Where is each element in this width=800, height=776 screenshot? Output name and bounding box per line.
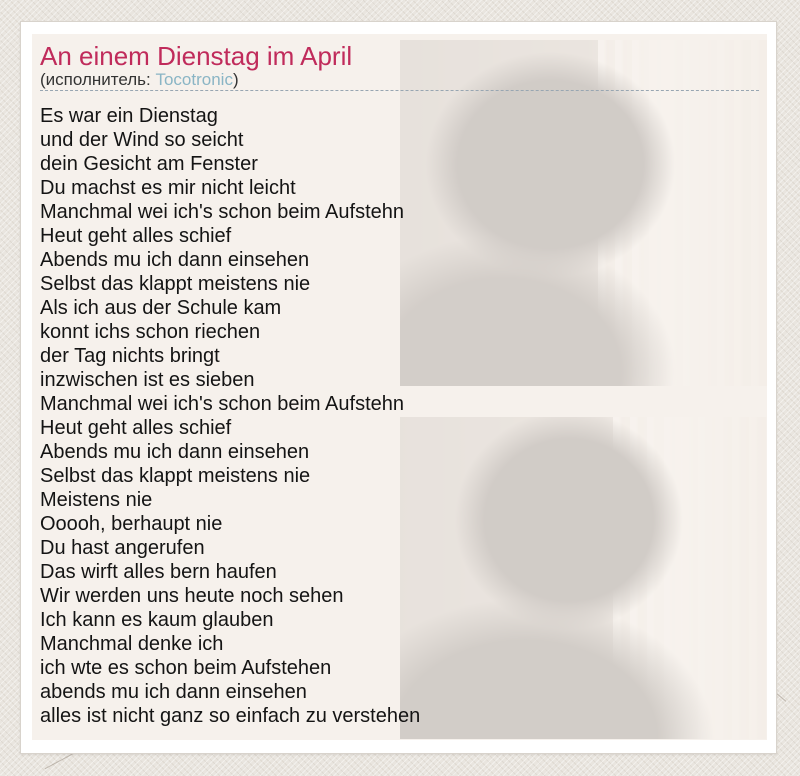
lyric-line: Abends mu ich dann einsehen xyxy=(40,249,310,271)
lyrics-text xyxy=(32,91,767,728)
lyric-line: Ooooh, berhaupt nie xyxy=(40,513,223,535)
artist-label: (исполнитель: xyxy=(40,70,156,89)
lyric-line: Das wirft alles bern haufen xyxy=(40,561,277,583)
lyric-line: alles ist nicht ganz so einfach zu verstehen xyxy=(40,705,421,727)
content-area xyxy=(32,34,767,740)
artist-label-suffix: ) xyxy=(232,70,239,89)
lyric-line: und der Wind so seicht xyxy=(40,129,244,151)
lyric-line: Selbst das klappt meistens nie xyxy=(40,273,311,295)
lyric-line: Meistens nie xyxy=(40,489,153,511)
lyric-line: Als ich aus der Schule kam xyxy=(40,297,282,319)
lyric-line: Heut geht alles schief xyxy=(40,225,232,247)
lyric-line: Wir werden uns heute noch sehen xyxy=(40,585,344,607)
lyric-line: konnt ichs schon riechen xyxy=(40,321,261,343)
lyric-line: Selbst das klappt meistens nie xyxy=(40,465,311,487)
lyric-line: Manchmal denke ich xyxy=(40,633,224,655)
song-header xyxy=(32,34,767,91)
artist-link[interactable]: Tocotronic xyxy=(155,70,233,89)
lyric-line: Es war ein Dienstag xyxy=(40,105,218,127)
lyric-line: ich wte es schon beim Aufstehen xyxy=(40,657,332,679)
lyric-line: der Tag nichts bringt xyxy=(40,345,220,367)
artist-line xyxy=(40,70,759,89)
lyric-line: Manchmal wei ich's schon beim Aufstehn xyxy=(40,201,404,223)
lyric-line: inzwischen ist es sieben xyxy=(40,369,255,391)
lyric-line: Heut geht alles schief xyxy=(40,417,232,439)
lyric-line: dein Gesicht am Fenster xyxy=(40,153,258,175)
lyric-line: Abends mu ich dann einsehen xyxy=(40,441,310,463)
lyric-line: Ich kann es kaum glauben xyxy=(40,609,274,631)
lyric-line: Manchmal wei ich's schon beim Aufstehn xyxy=(40,393,404,415)
lyric-line: Du hast angerufen xyxy=(40,537,205,559)
lyrics-card xyxy=(20,21,777,754)
lyric-line: Du machst es mir nicht leicht xyxy=(40,177,296,199)
lyric-line: abends mu ich dann einsehen xyxy=(40,681,307,703)
song-title: An einem Dienstag im April xyxy=(40,41,353,71)
